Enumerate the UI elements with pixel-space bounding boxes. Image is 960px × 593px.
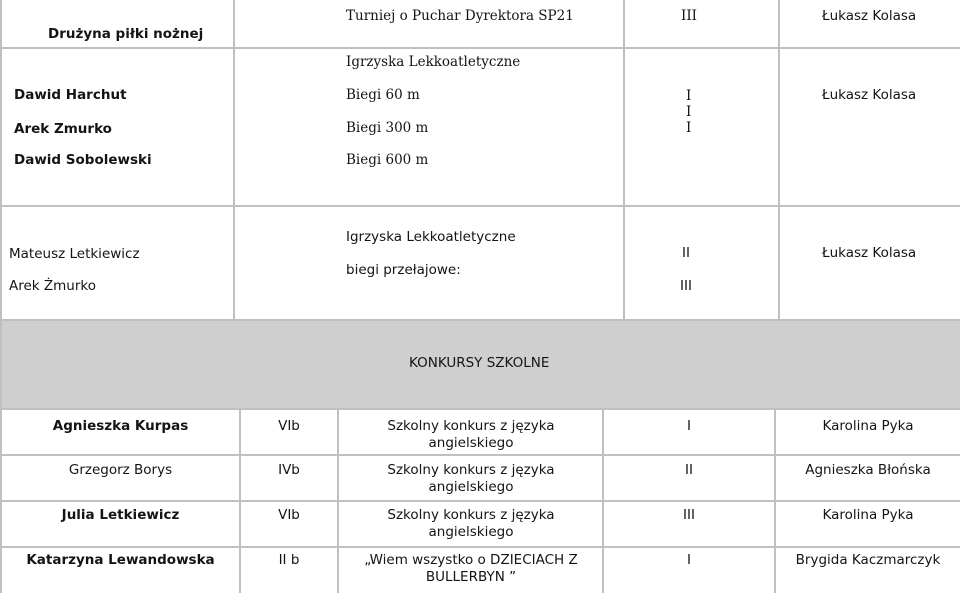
- place: III: [680, 278, 692, 294]
- event-name: Turniej o Puchar Dyrektora SP21: [346, 8, 574, 24]
- contest-place: II: [685, 462, 693, 478]
- student-name: Mateusz Letkiewicz: [9, 246, 140, 262]
- contest-student: Agnieszka Kurpas: [52, 418, 189, 434]
- contest-name: Szkolny konkurs z języka angielskiego: [387, 462, 555, 495]
- place: I: [686, 120, 692, 136]
- event-title: Igrzyska Lekkoatletyczne: [346, 54, 521, 70]
- cell-place: [625, 0, 778, 47]
- event-title: Igrzyska Lekkoatletyczne: [346, 229, 516, 245]
- place: I: [686, 88, 692, 104]
- contest-class: IVb: [278, 462, 300, 478]
- student-name: Arek Żmurko: [9, 278, 97, 294]
- contest-class: II b: [278, 552, 300, 568]
- contest-teacher: Karolina Pyka: [822, 418, 914, 434]
- student-name: Dawid Sobolewski: [14, 152, 152, 168]
- teacher-name: Łukasz Kolasa: [822, 87, 917, 103]
- cell-places: [625, 207, 778, 319]
- contest-name: Szkolny konkurs z języka angielskiego: [387, 418, 555, 451]
- student-name: Dawid Harchut: [14, 87, 127, 103]
- contest-teacher: Brygida Kaczmarczyk: [795, 552, 941, 568]
- cell-events: [235, 49, 623, 205]
- contest-teacher: Karolina Pyka: [822, 507, 914, 523]
- contest-name: „Wiem wszystko o DZIECIACH Z BULLERBYN ”: [364, 552, 578, 585]
- event-subtitle: biegi przełajowe:: [346, 262, 461, 278]
- place: II: [682, 245, 690, 261]
- contest-student: Julia Letkiewicz: [61, 507, 180, 523]
- contest-student: Katarzyna Lewandowska: [26, 552, 215, 568]
- event-item: Biegi 600 m: [346, 152, 429, 168]
- place: III: [681, 8, 697, 24]
- cell-places: [625, 49, 778, 205]
- student-name: Arek Zmurko: [14, 121, 112, 137]
- cell-teacher: [780, 207, 960, 319]
- event-item: Biegi 60 m: [346, 87, 420, 103]
- contest-place: I: [687, 418, 691, 434]
- section-heading: KONKURSY SZKOLNE: [409, 355, 550, 371]
- cell-students: [2, 207, 233, 319]
- contest-class: VIb: [278, 418, 300, 434]
- team-name: Drużyna piłki nożnej: [48, 26, 204, 42]
- cell-teacher: [780, 49, 960, 205]
- teacher-name: Łukasz Kolasa: [822, 8, 917, 24]
- event-item: Biegi 300 m: [346, 120, 429, 136]
- contest-name: Szkolny konkurs z języka angielskiego: [387, 507, 555, 540]
- teacher-name: Łukasz Kolasa: [822, 245, 917, 261]
- contest-student: Grzegorz Borys: [68, 462, 173, 478]
- contest-place: I: [687, 552, 691, 568]
- contest-teacher: Agnieszka Błońska: [805, 462, 931, 478]
- contest-place: III: [683, 507, 695, 523]
- place: I: [686, 104, 692, 120]
- contest-class: VIb: [278, 507, 300, 523]
